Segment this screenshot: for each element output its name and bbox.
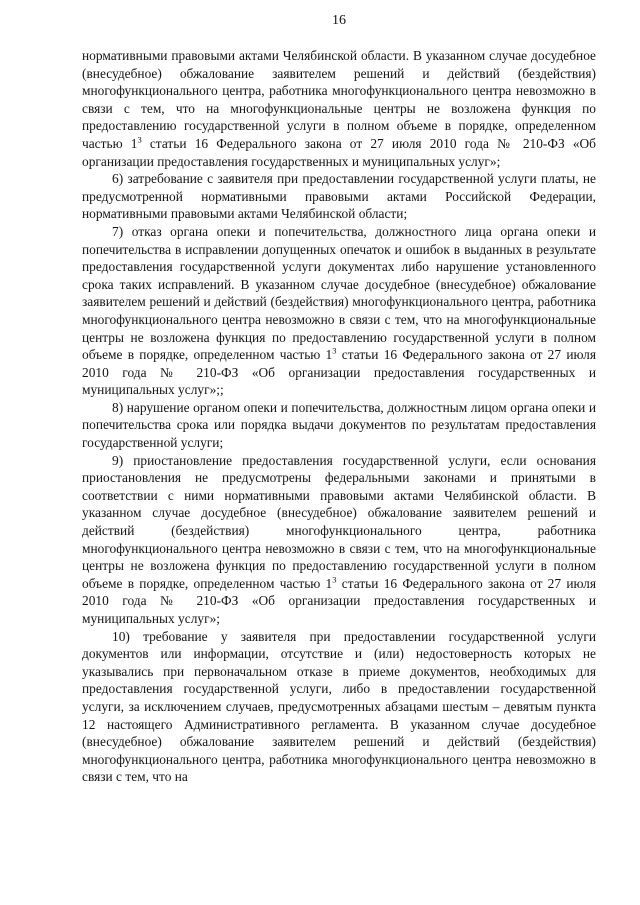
superscript: 3 [332,345,337,356]
paragraph-item-6 [82,170,596,223]
paragraph-text: 10) требование у заявителя при предоставлении государственной услуги документов или информации, отсутствие и (или) недостоверность которых не указывались при первоначальном отказе в приеме документов, необходимых для предоставления государственной услуги, либо в предоставлении государственной услуги, за исключением случаев, предусмотренных абзацами шестым – девятым пункта 12 настоящего Административного регламента. В указанном случае досудебное (внесудебное) обжалование заявителем решений и действий (бездействия) многофункционального центра, работника многофункционального центра невозможно в связи с тем, что на [82,628,596,785]
superscript: 3 [332,574,337,585]
document-page [82,12,596,786]
paragraph-item-8 [82,399,596,452]
paragraph-text: 9) приостановление предоставления государственной услуги, если основания приостановления не предусмотрены федеральными законами и принятыми в соответствии с ними нормативными правовыми актами Челябинской области. В указанном случае досудебное (внесудебное) обжалование заявителем решений и действий (бездействия) многофункционального центра, работника многофункционального центра невозможно в связи с тем, что на многофункциональные центры не возложена функция по предоставлению государственной услуги в полном объеме в порядке, определенном частью 1 [82,452,596,591]
paragraph-continuation [82,47,596,170]
page-number: 16 [332,13,346,28]
paragraph-item-7 [82,223,596,399]
paragraph-text: 7) отказ органа опеки и попечительства, должностного лица органа опеки и попечительства в исправлении допущенных опечаток и ошибок в выданных в результате предоставления государственной услуги документах либо нарушение установленного срока таких исправлений. В указанном случае досудебное (внесудебное) обжалование заявителем решений и действий (бездействия) многофункционального центра, работника многофункционального центра невозможно в связи с тем, что на многофункциональные центры не возложена функция по предоставлению государственной услуги в полном объеме в порядке, определенном частью 1 [82,223,596,363]
paragraph-item-9 [82,452,596,628]
paragraph-text: статьи 16 Федерального закона от 27 июля 2010 года № 210-ФЗ «Об организации предоставления государственных и муниципальных услуг»;; [82,347,597,398]
paragraph-text: 6) затребование с заявителя при предоставлении государственной услуги платы, не предусмотренной нормативными правовыми актами Российской Федерации, нормативными правовыми актами Челябинской области; [82,171,596,222]
paragraph-text: нормативными правовыми актами Челябинской области. В указанном случае досудебное (внесудебное) обжалование заявителем решений и действий (бездействия) многофункционального центра, работника многофункционального центра невозможно в связи с тем, что на многофункциональные центры не возложена функция по предоставлению государственной услуги в полном объеме в порядке, определенном частью 1 [82,48,596,151]
paragraph-text: статьи 16 Федерального закона от 27 июля 2010 года № 210-ФЗ «Об организации предоставления государственных и муниципальных услуг»; [82,575,597,626]
paragraph-text: статьи 16 Федерального закона от 27 июля 2010 года № 210-ФЗ «Об организации предоставления государственных и муниципальных услуг»; [82,135,596,169]
paragraph-item-10 [82,628,596,786]
superscript: 3 [137,134,142,145]
paragraph-text: 8) нарушение органом опеки и попечительства, должностным лицом органа опеки и попечительства срока или порядка выдачи документов по результатам предоставления государственной услуги; [82,399,596,451]
